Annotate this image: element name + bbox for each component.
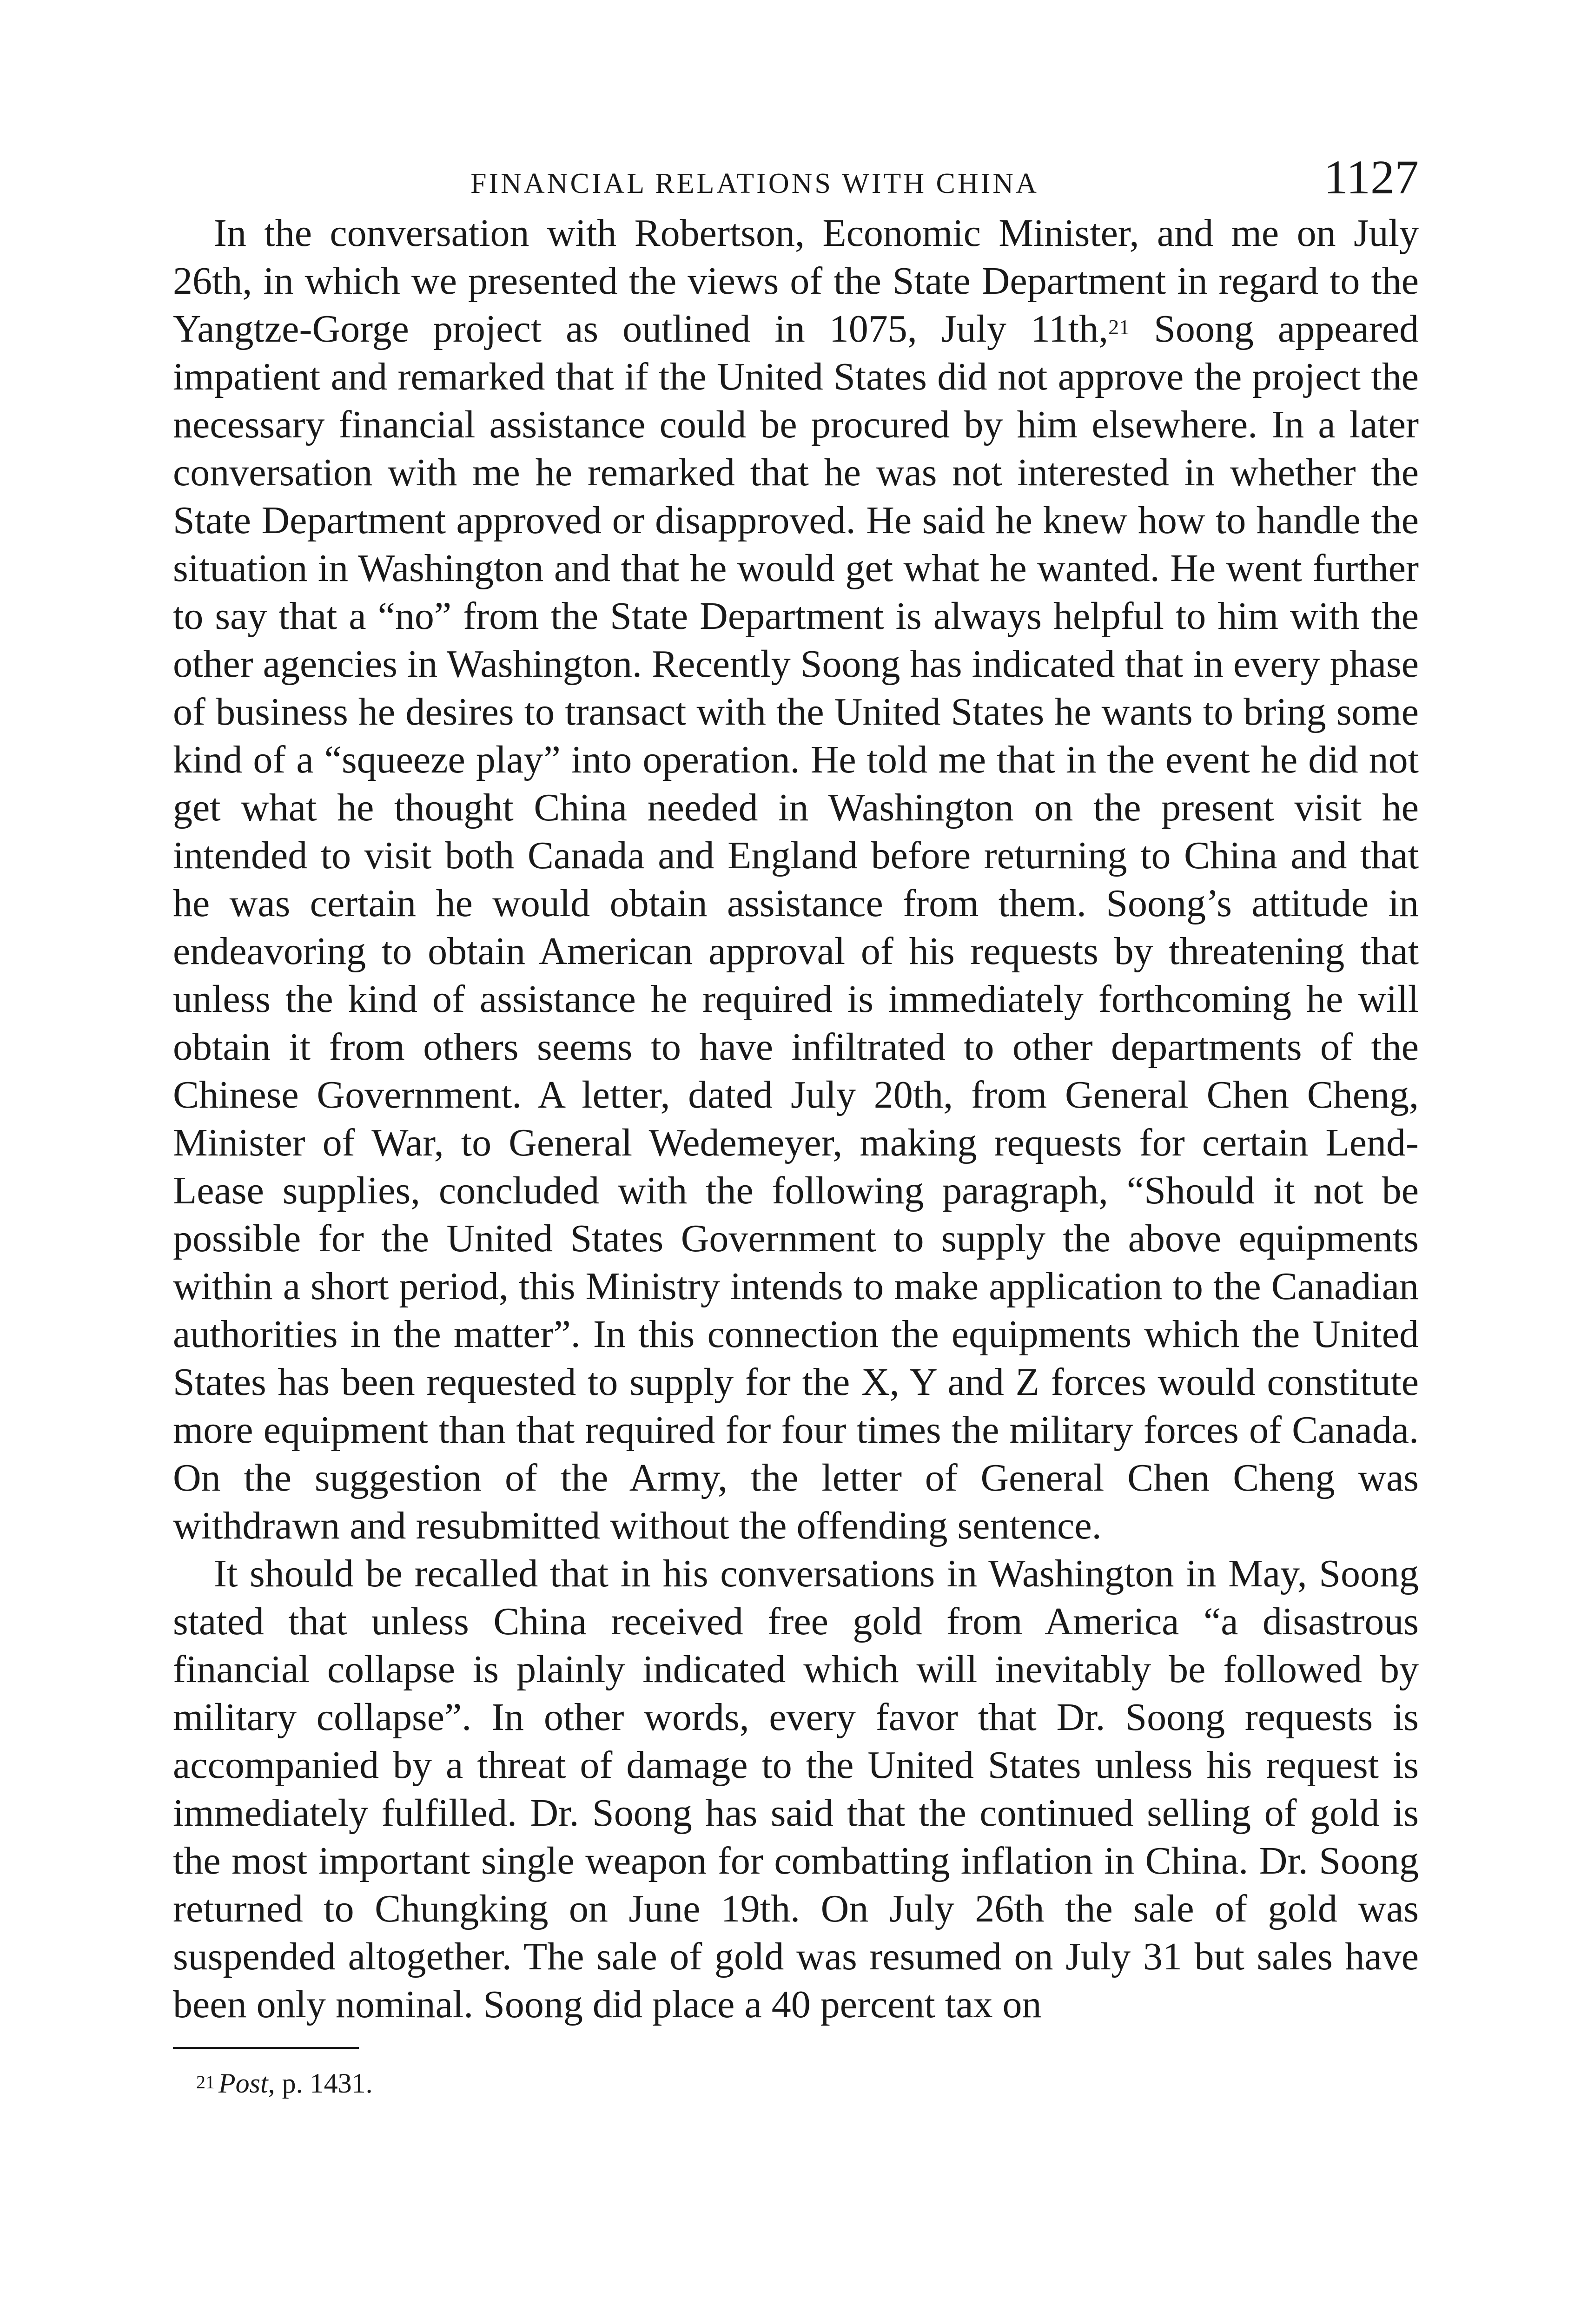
paragraph-text: Soong appeared impatient and remarked that if the United States did not approve the project the necessary financial assistance could be procured by him elsewhere. In a later conversation with me he remarked that he was not interested in whether the State Department approved or disapproved. He said he knew how to handle the situation in Washington and that he would get what he wanted. He went further to say that a “no” from the State Department is always helpful to him with the other agencies in Washington. Recently Soong has indicated that in every phase of business he desires to transact with the United States he wants to bring some kind of a “squeeze play” into operation. He told me that in the event he did not get what he thought China needed in Washington on the present visit he intended to visit both Canada and England before returning to China and that he was certain he would obtain assistance from them. Soong’s attitude in endeavoring to obtain American approval of his requests by threatening that unless the kind of assistance he required is immediately forthcoming he will obtain it from others seems to have infiltrated to other departments of the Chinese Government. A letter, dated July 20th, from General Chen Cheng, Minister of War, to General Wedemeyer, making requests for certain Lend-Lease supplies, concluded with the following paragraph, “Should it not be possible for the United States Government to supply the above equipments within a short period, this Ministry intends to make application to the Canadian authorities in the matter”. In this connection the equipments which the United States has been requested to supply for the X, Y and Z forces would constitute more equipment than that required for four times the military forces of Canada. On the suggestion of the Army, the letter of General Chen Cheng was withdrawn and resubmitted without the offending sentence. (173, 307, 1419, 1547)
paragraph (173, 209, 1419, 1550)
footnote-page-ref: , p. 1431. (268, 2068, 373, 2099)
footnote-divider (173, 2047, 359, 2049)
document-page (173, 139, 1419, 2101)
body-text (173, 209, 1419, 2028)
page-number: 1127 (1323, 151, 1419, 204)
footnote-marker: 21 (1108, 315, 1130, 339)
running-title: FINANCIAL RELATIONS WITH CHINA (470, 168, 1039, 199)
running-header (173, 139, 1419, 209)
footnote-reference: Post (218, 2068, 268, 2099)
footnote (173, 2066, 1419, 2101)
paragraph: It should be recalled that in his conversations in Washington in May, Soong stated that unless China received free gold from America “a disastrous financial collapse is plainly indicated which will inevitably be followed by military collapse”. In other words, every favor that Dr. Soong requests is accompanied by a threat of damage to the United States unless his request is immediately fulfilled. Dr. Soong has said that the continued selling of gold is the most important single weapon for combatting inflation in China. Dr. Soong returned to Chungking on June 19th. On July 26th the sale of gold was suspended altogether. The sale of gold was resumed on July 31 but sales have been only nominal. Soong did place a 40 percent tax on (173, 1552, 1419, 2026)
paragraph-text: In the conversation with Robertson, Economic Minister, and me on July 26th, in which we presented the views of the State Department in regard to the Yangtze-Gorge project as outlined in 1075, July 11th, (173, 211, 1419, 350)
footnote-number: 21 (196, 2072, 215, 2093)
